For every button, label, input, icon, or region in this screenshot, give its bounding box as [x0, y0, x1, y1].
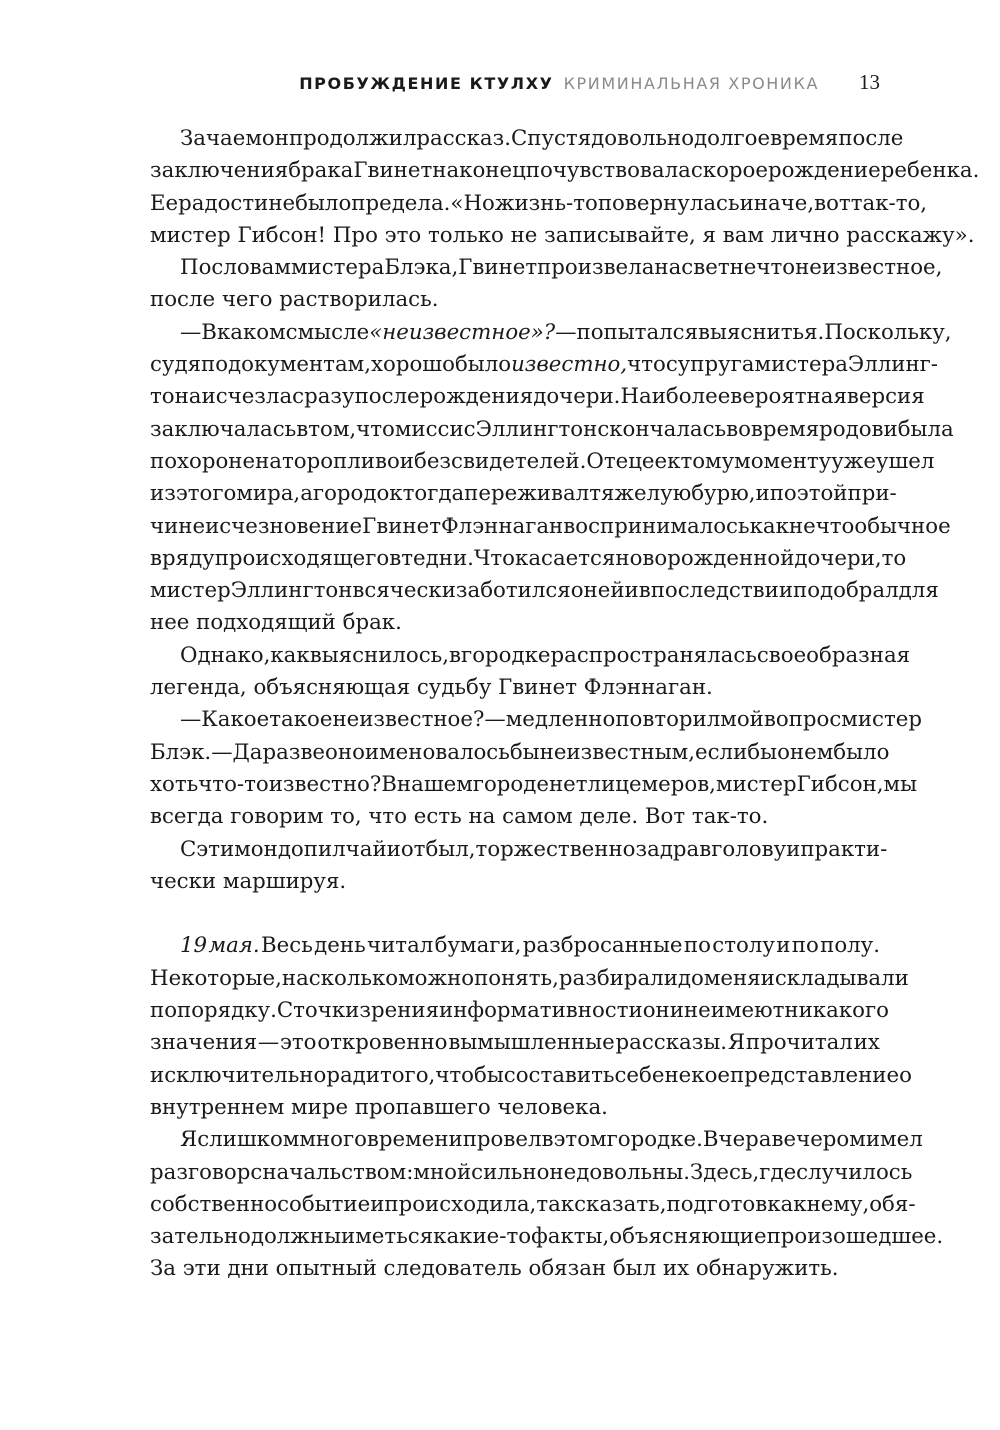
paragraph	[150, 930, 912, 1124]
text-line: из этого мира, а городок тогда переживал тяжелую бурю, и по этой при-	[150, 481, 897, 507]
paragraph	[150, 317, 954, 640]
section-break	[150, 898, 880, 930]
text-line: после чего растворилась.	[150, 287, 439, 313]
text-line: всегда говорим то, что есть на самом деле. Вот так-то.	[150, 804, 769, 830]
text-line: по порядку. С точки зрения информативности они не имеют никакого	[150, 998, 889, 1024]
paragraph	[150, 1124, 944, 1285]
paragraph	[150, 252, 943, 317]
text-line: похоронена торопливо и без свидетелей. Отец ее к тому моменту уже ушел	[150, 448, 935, 474]
text-line: мистер Эллингтон всячески заботился о ней и впоследствии подобрал для	[150, 578, 939, 604]
paragraph	[150, 123, 980, 252]
text-line: Однако, как выяснилось, в городке распространялась своеобразная	[180, 642, 911, 668]
text-line: судя по документам, хорошо было известно, что супруга мистера Эллинг-	[150, 352, 939, 378]
text-line: чески маршируя.	[150, 868, 347, 894]
text-line: По словам мистера Блэка, Гвинет произвела на свет нечто неизвестное,	[180, 255, 943, 281]
body-text	[150, 123, 980, 1286]
text-line: мистер Гибсон! Про это только не записывайте, я вам лично расскажу».	[150, 222, 975, 248]
text-line: — В каком смысле «неизвестное»? — попытался выяснить я. Поскольку,	[180, 319, 952, 345]
text-line: в ряду происходящего в те дни. Что касается новорожденной дочери, то	[150, 545, 907, 571]
text-line: — Какое такое неизвестное? — медленно повторил мой вопрос мистер	[180, 707, 922, 733]
text-line: За чаем он продолжил рассказ. Спустя довольно долгое время после	[180, 126, 904, 151]
text-line: исключительно ради того, чтобы составить себе некое представление о	[150, 1062, 912, 1088]
text-line: Блэк. — Да разве оно именовалось бы неизвестным, если бы о нем было	[150, 739, 890, 765]
section-title: КРИМИНАЛЬНАЯ ХРОНИКА	[563, 74, 819, 93]
text-line: тона исчезла сразу после рождения дочери. Наиболее вероятная версия	[150, 384, 925, 410]
text-line: С этим он допил чай и отбыл, торжественно задрав голову и практи-	[180, 836, 888, 862]
paragraph	[150, 834, 888, 899]
text-line: внутреннем мире пропавшего человека.	[150, 1094, 608, 1120]
book-title: ПРОБУЖДЕНИЕ КТУЛХУ	[299, 74, 554, 93]
text-line: нее подходящий брак.	[150, 610, 402, 636]
page-number: 13	[859, 70, 880, 94]
text-line: За эти дни опытный следователь обязан был их обнаружить.	[150, 1256, 839, 1282]
text-line: разговор с начальством: мной сильно недовольны. Здесь, где случилось	[150, 1159, 913, 1185]
paragraph	[150, 640, 911, 705]
text-line: 19 мая. Весь день читал бумаги, разбросанные по столу и по полу.	[180, 933, 880, 959]
text-line: Я слишком много времени провел в этом городке. Вчера вечером имел	[180, 1127, 923, 1153]
text-line: легенда, объясняющая судьбу Гвинет Флэннаган.	[150, 675, 713, 701]
text-line: Ее радости не было предела. «Но жизнь-то повернулась иначе, вот так-то,	[150, 190, 928, 216]
text-line: заключения брака Гвинет наконец почувствовала скорое рождение ребенка.	[150, 158, 980, 184]
paragraph	[150, 704, 922, 833]
text-line: собственно событие и происходила, так сказать, подготовка к нему, обя-	[150, 1191, 916, 1217]
text-line: значения — это откровенно вымышленные рассказы. Я прочитал их	[150, 1030, 880, 1056]
text-line: заключалась в том, что миссис Эллингтон скончалась во время родов и была	[150, 416, 954, 442]
text-line: Некоторые, насколько можно понять, разбирали до меня и складывали	[150, 965, 909, 991]
text-line: зательно должны иметься какие-то факты, объясняющие произошедшее.	[150, 1224, 944, 1250]
running-head	[150, 70, 880, 100]
text-line: чине исчезновение Гвинет Флэннаган воспринималось как нечто обычное	[150, 513, 951, 539]
text-line: хоть что-то известно? В нашем городе нет лицемеров, мистер Гибсон, мы	[150, 771, 918, 797]
